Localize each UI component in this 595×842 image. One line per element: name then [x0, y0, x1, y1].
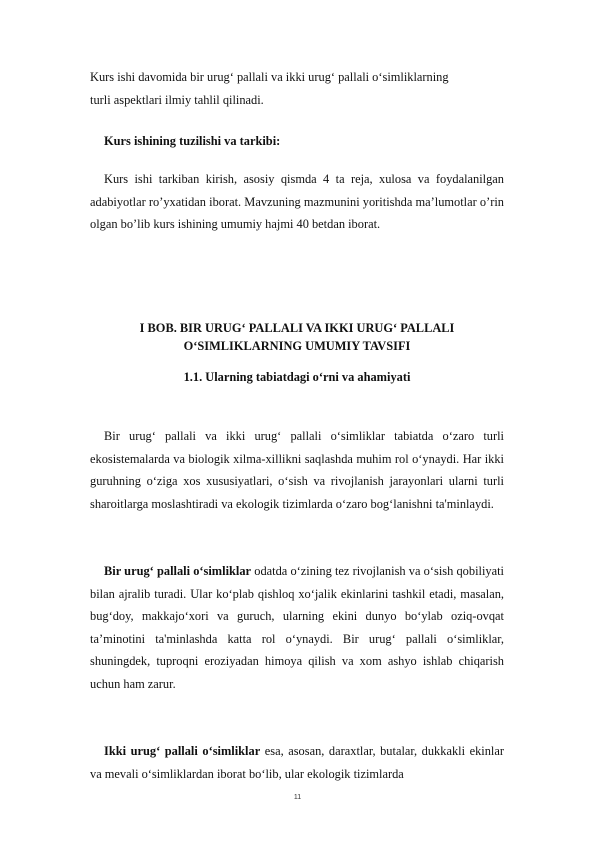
page-number: 11	[293, 794, 302, 801]
structure-paragraph: Kurs ishi tarkiban kirish, asosiy qismda 4 ta reja, xulosa va foydalanilgan adabiyotlar ro’yxatidan iborat. Mavzuning mazmunini yoritishda ma’lumotlar o’rin olgan bo’lib kurs ishining umumiy hajmi 40 betdan iborat.	[90, 172, 504, 232]
paragraph-2-text: odatda o‘zining tez rivojlanish va o‘sish qobiliyati bilan ajralib turadi. Ular ko‘plab qishloq xo‘jalik ekinlarini tashkil etadi, masalan, bug‘doy, makkajo‘xori va guruch, ularning ekini dunyo bo‘ylab oziq-ovqat ta’minotini ta'minlashda katta rol o‘ynaydi. Bir urug‘ pallali o‘simliklar, shuningdek, tuproqni eroziyadan himoya qilish va xom ashyo ishlab chiqarish uchun ham zarur.	[90, 564, 504, 691]
intro-line-1: Kurs ishi davomida bir urug‘ pallali va ikki urug‘ pallali o‘simliklarning	[90, 70, 449, 84]
paragraph-2-term: Bir urug‘ pallali o‘simliklar	[104, 564, 252, 578]
paragraph-1: Bir urug‘ pallali va ikki urug‘ pallali o‘simliklar tabiatda o‘zaro turli ekosistemalarda va biologik xilma-xillikni saqlashda muhim rol o‘ynaydi. Har ikki guruhning o‘ziga xos xususiyatlari, o‘sish va rivojlanish jarayonlari ularni turli sharoitlarga moslashtiradi va ekologik tizimlarda o‘zaro bog‘lanishni ta'minlaydi.	[90, 429, 504, 511]
intro-paragraph	[90, 66, 504, 111]
chapter-title-line-1: I BOB. BIR URUG‘ PALLALI VA IKKI URUG‘ PALLALI	[139, 321, 455, 335]
chapter-title	[90, 319, 504, 355]
chapter-title-line-2: O‘SIMLIKLARNING UMUMIY TAVSIFI	[183, 339, 411, 353]
intro-line-2: turli aspektlari ilmiy tahlil qilinadi.	[90, 92, 264, 107]
paragraph-3-term: Ikki urug‘ pallali o‘simliklar	[104, 744, 261, 758]
section-title: 1.1. Ularning tabiatdagi o‘rni va ahamiyati	[183, 370, 411, 384]
paragraph-3-text: esa, asosan, daraxtlar, butalar, dukkakli ekinlar va mevali o‘simliklardan iborat bo‘lib, ular ekologik tizimlarda	[90, 744, 504, 781]
paragraph-2	[90, 560, 504, 696]
structure-heading: Kurs ishining tuzilishi va tarkibi:	[104, 134, 281, 148]
paragraph-3	[90, 740, 504, 785]
